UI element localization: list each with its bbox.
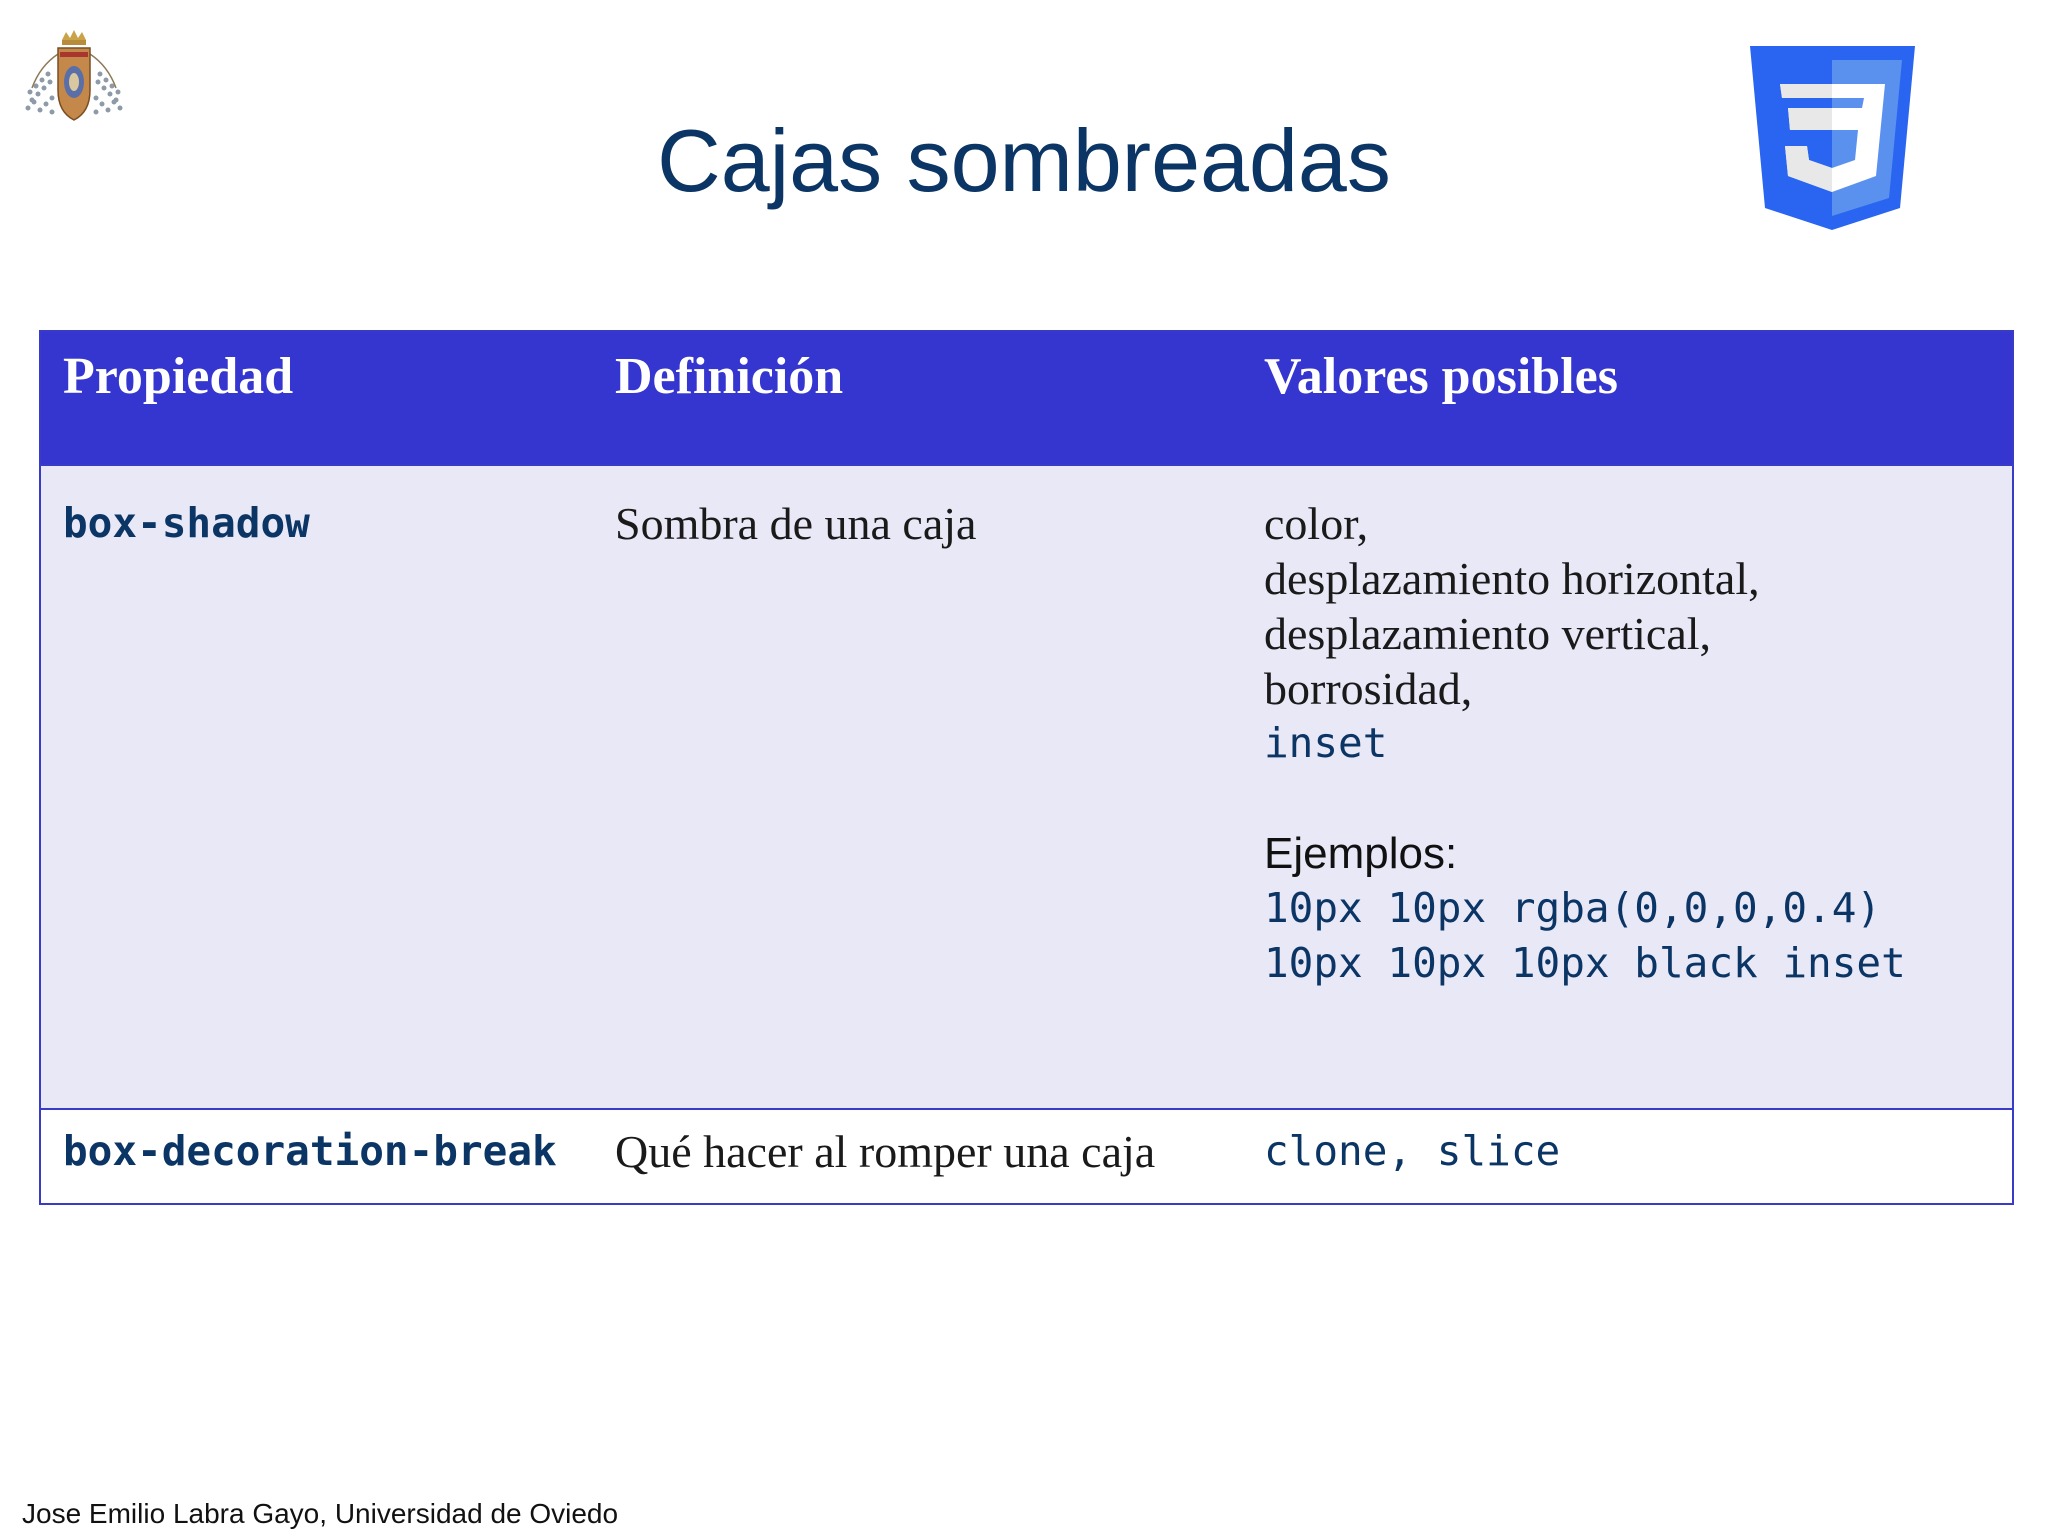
- properties-table: [39, 330, 2014, 1205]
- value-code: clone, slice: [1264, 1127, 1561, 1175]
- table-row: [41, 1110, 2012, 1203]
- definition-cell: [593, 1110, 1242, 1203]
- examples-label: Ejemplos:: [1264, 829, 1458, 878]
- value-item: desplazamiento vertical,: [1264, 608, 1712, 659]
- example-code: 10px 10px rgba(0,0,0,0.4): [1264, 884, 1882, 932]
- property-name: box-shadow: [63, 499, 310, 547]
- table-row: [41, 464, 2012, 1110]
- header-propiedad: Propiedad: [63, 348, 294, 405]
- footer-credit: Jose Emilio Labra Gayo, Universidad de Oviedo: [22, 1498, 619, 1529]
- value-item: borrosidad,: [1264, 663, 1473, 714]
- slide-title: Cajas sombreadas: [657, 111, 1391, 210]
- definition-cell: [593, 466, 1242, 1108]
- value-item: desplazamiento horizontal,: [1264, 553, 1760, 604]
- spacer: [1264, 771, 2012, 826]
- definition-text: Qué hacer al romper una caja: [615, 1126, 1156, 1177]
- property-cell: [41, 466, 593, 1108]
- property-name: box-decoration-break: [63, 1127, 557, 1175]
- header-valores: Valores posibles: [1264, 348, 1618, 405]
- example-code: 10px 10px 10px black inset: [1264, 939, 1906, 987]
- values-cell: [1242, 1110, 2012, 1203]
- definition-text: Sombra de una caja: [615, 498, 977, 549]
- values-cell: [1242, 466, 2012, 1108]
- header-definicion: Definición: [615, 348, 844, 405]
- value-item: color,: [1264, 498, 1369, 549]
- property-cell: [41, 1110, 593, 1203]
- table-header-row: [41, 332, 2012, 464]
- value-keyword: inset: [1264, 719, 1388, 767]
